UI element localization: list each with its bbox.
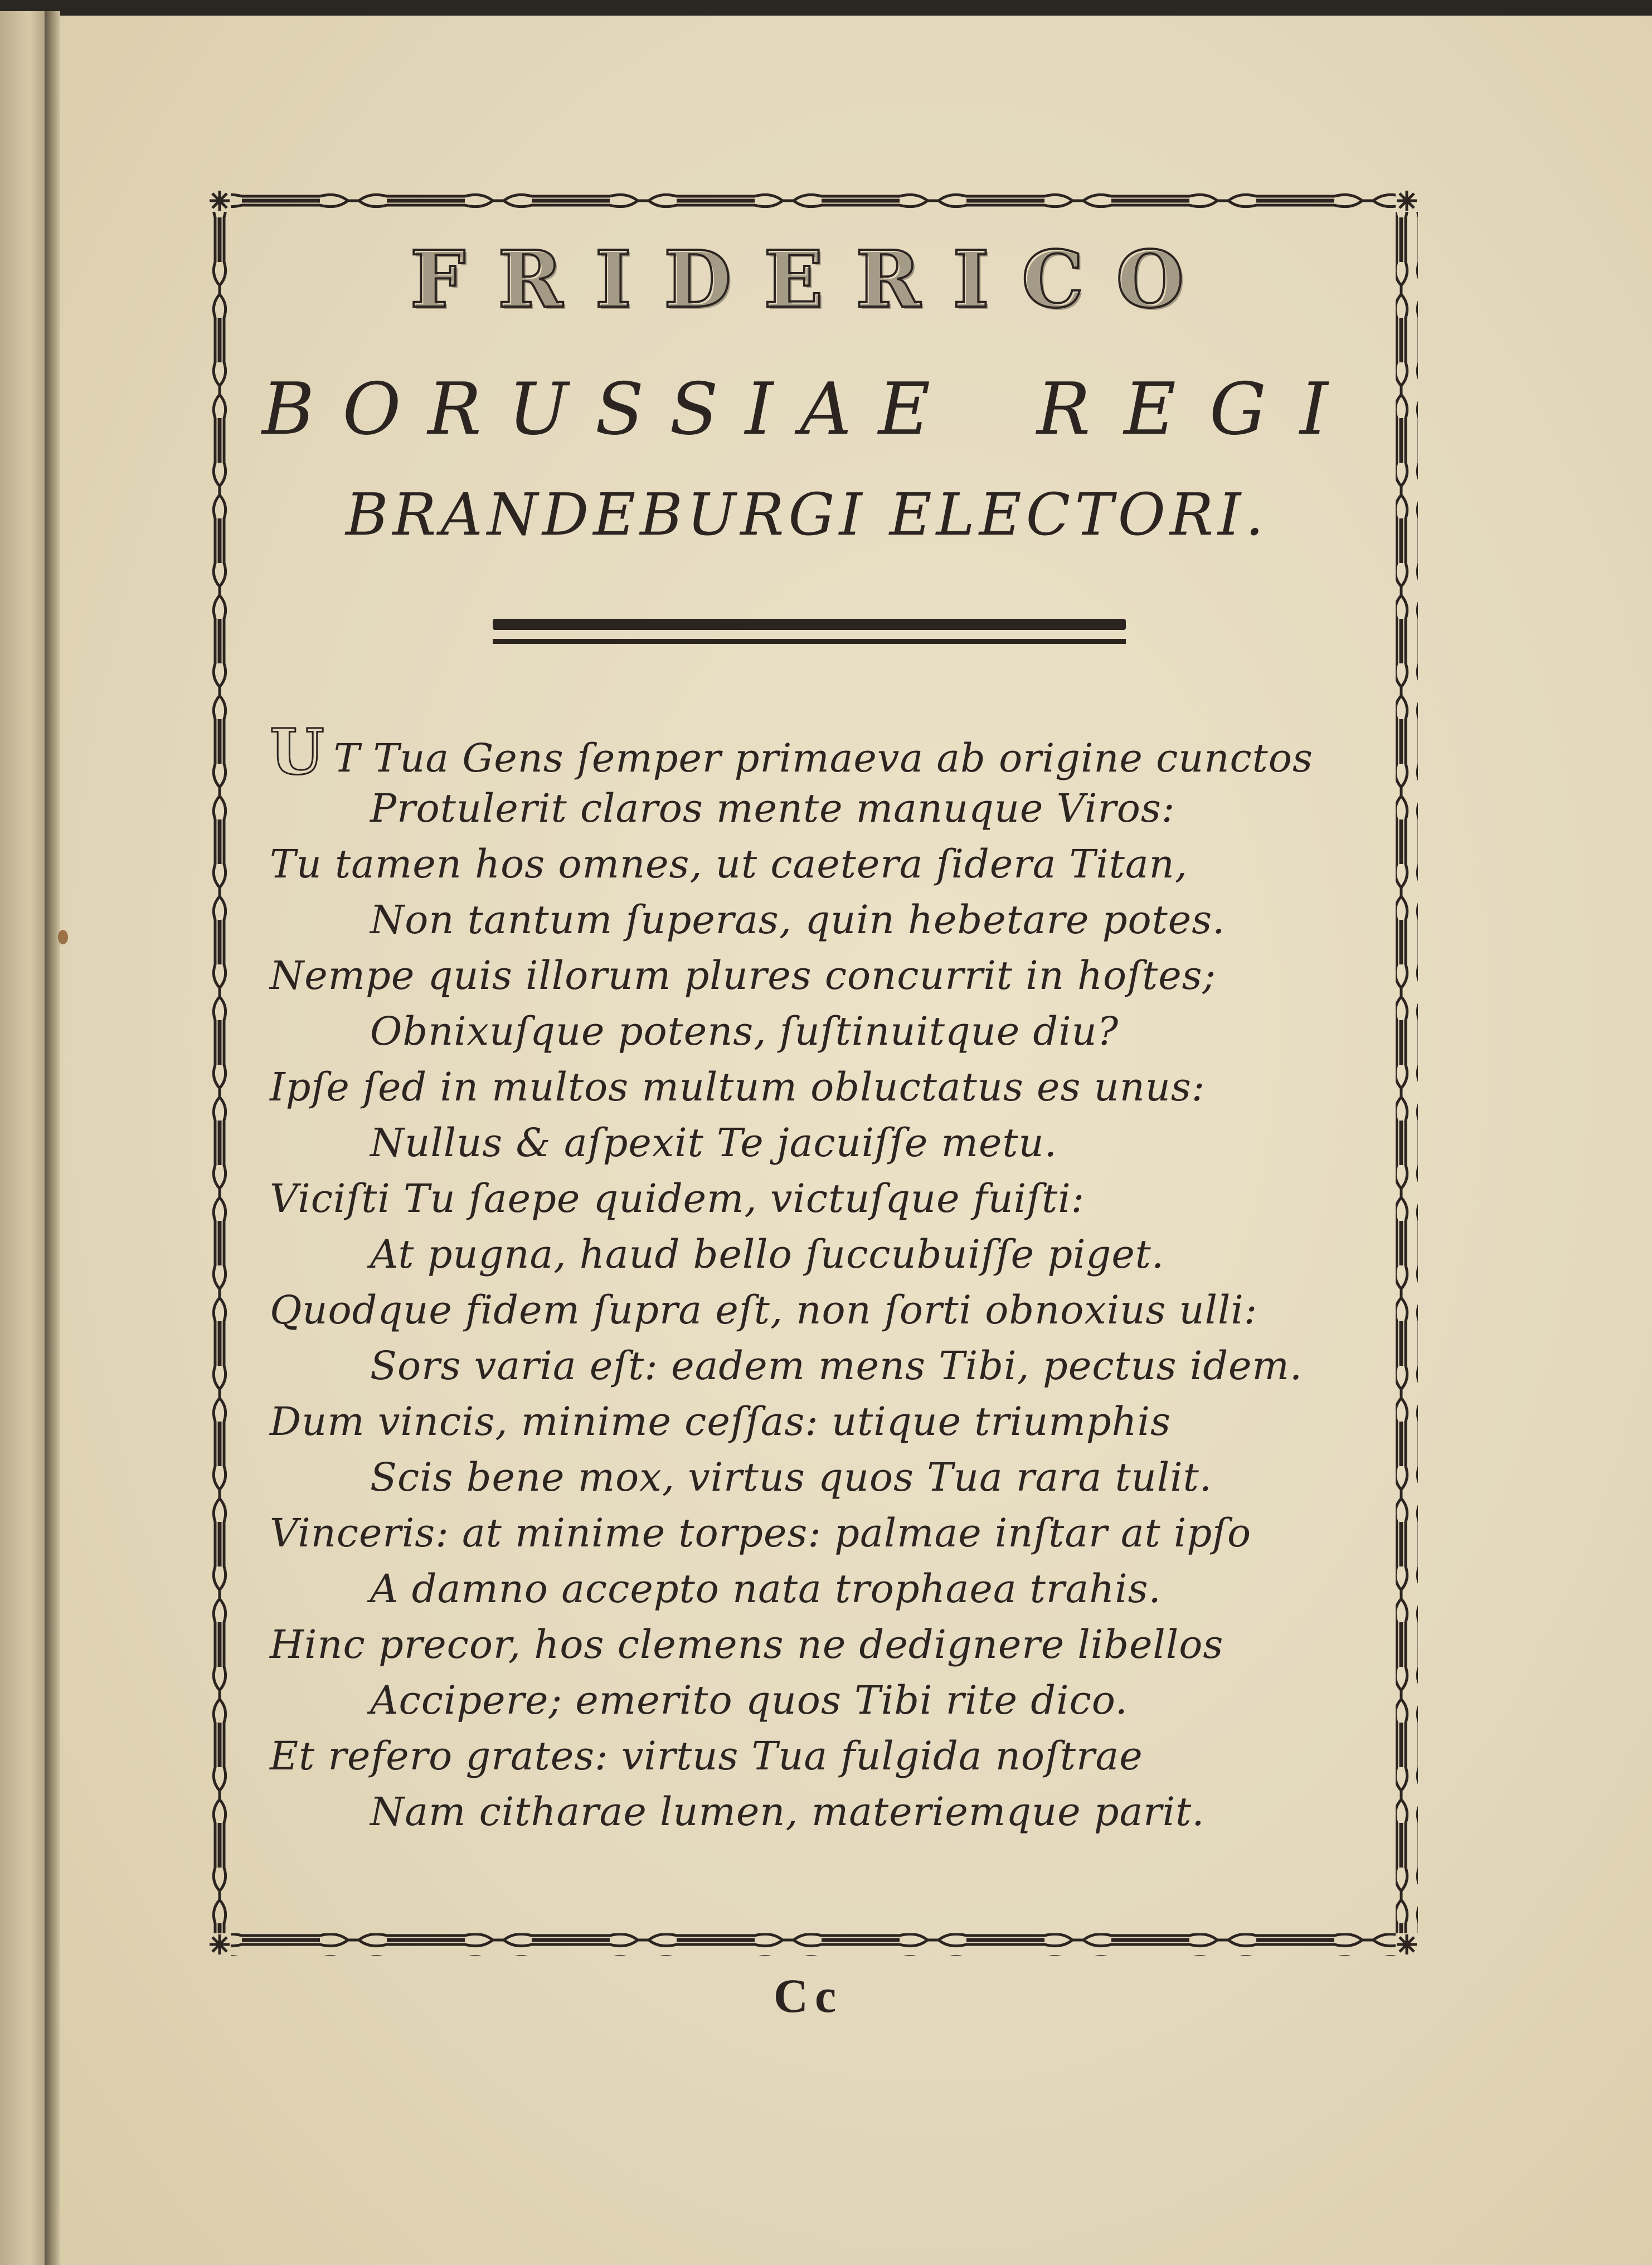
poem-line: Ipſe ſed in multos multum obluctatus es unus: xyxy=(270,1064,1206,1110)
poem-line: Vinceris: at minime torpes: palmae inſtar at ipſo xyxy=(270,1510,1252,1556)
heading-rule-thin xyxy=(493,639,1126,644)
poem-line: Nullus & aſpexit Te jacuiſſe metu. xyxy=(370,1120,1057,1166)
poem-line xyxy=(270,716,1384,789)
book-gutter xyxy=(45,11,60,2265)
poem-line: Non tantum ſuperas, quin hebetare potes. xyxy=(370,897,1226,943)
poem-line: Dum vincis, minime ceſſas: utique triumphis xyxy=(270,1399,1171,1444)
heading-borussiae: BORUSSIAE xyxy=(262,368,958,451)
poem-line: Viciſti Tu ſaepe quidem, victuſque fuiſti: xyxy=(270,1176,1085,1221)
poem-line: A damno accepto nata trophaea trahis. xyxy=(370,1566,1162,1612)
poem-line: Sors varia eſt: eadem mens Tibi, pectus idem. xyxy=(370,1343,1303,1389)
drop-cap: U xyxy=(270,716,325,789)
poem-line: Accipere; emerito quos Tibi rite dico. xyxy=(370,1677,1128,1723)
heading-regi: REGI xyxy=(1037,368,1362,451)
previous-page-edge xyxy=(0,11,49,2265)
poem-line: Quodque fidem ſupra eſt, non ſorti obnoxius ulli: xyxy=(270,1287,1258,1333)
poem-body xyxy=(270,716,1384,1840)
poem-line-text: T Tua Gens ſemper primaeva ab origine cunctos xyxy=(333,735,1313,781)
poem-line: Nempe quis illorum plures concurrit in hoſtes; xyxy=(270,953,1217,998)
heading-friderico: FRIDERICO xyxy=(410,234,1217,326)
foxing-spot xyxy=(58,930,68,944)
poem-line: Protulerit claros mente manuque Viros: xyxy=(370,785,1175,831)
heading-brandeburgi-electori: BRANDEBURGI ELECTORI. xyxy=(346,481,1269,549)
poem-line: At pugna, haud bello ſuccubuiſſe piget. xyxy=(370,1231,1165,1277)
poem-line: Obnixuſque potens, ſuſtinuitque diu? xyxy=(370,1008,1119,1054)
poem-line: Hinc precor, hos clemens ne dedignere libellos xyxy=(270,1622,1224,1667)
signature-mark: Cc xyxy=(773,1969,843,2023)
poem-line: Nam citharae lumen, materiemque parit. xyxy=(370,1789,1205,1835)
poem-line: Scis bene mox, virtus quos Tua rara tulit. xyxy=(370,1454,1212,1500)
poem-line: Tu tamen hos omnes, ut caetera ſidera Titan, xyxy=(270,841,1188,887)
poem-line: Et refero grates: virtus Tua fulgida noſtrae xyxy=(270,1733,1143,1779)
heading-rule-thick xyxy=(493,619,1126,630)
